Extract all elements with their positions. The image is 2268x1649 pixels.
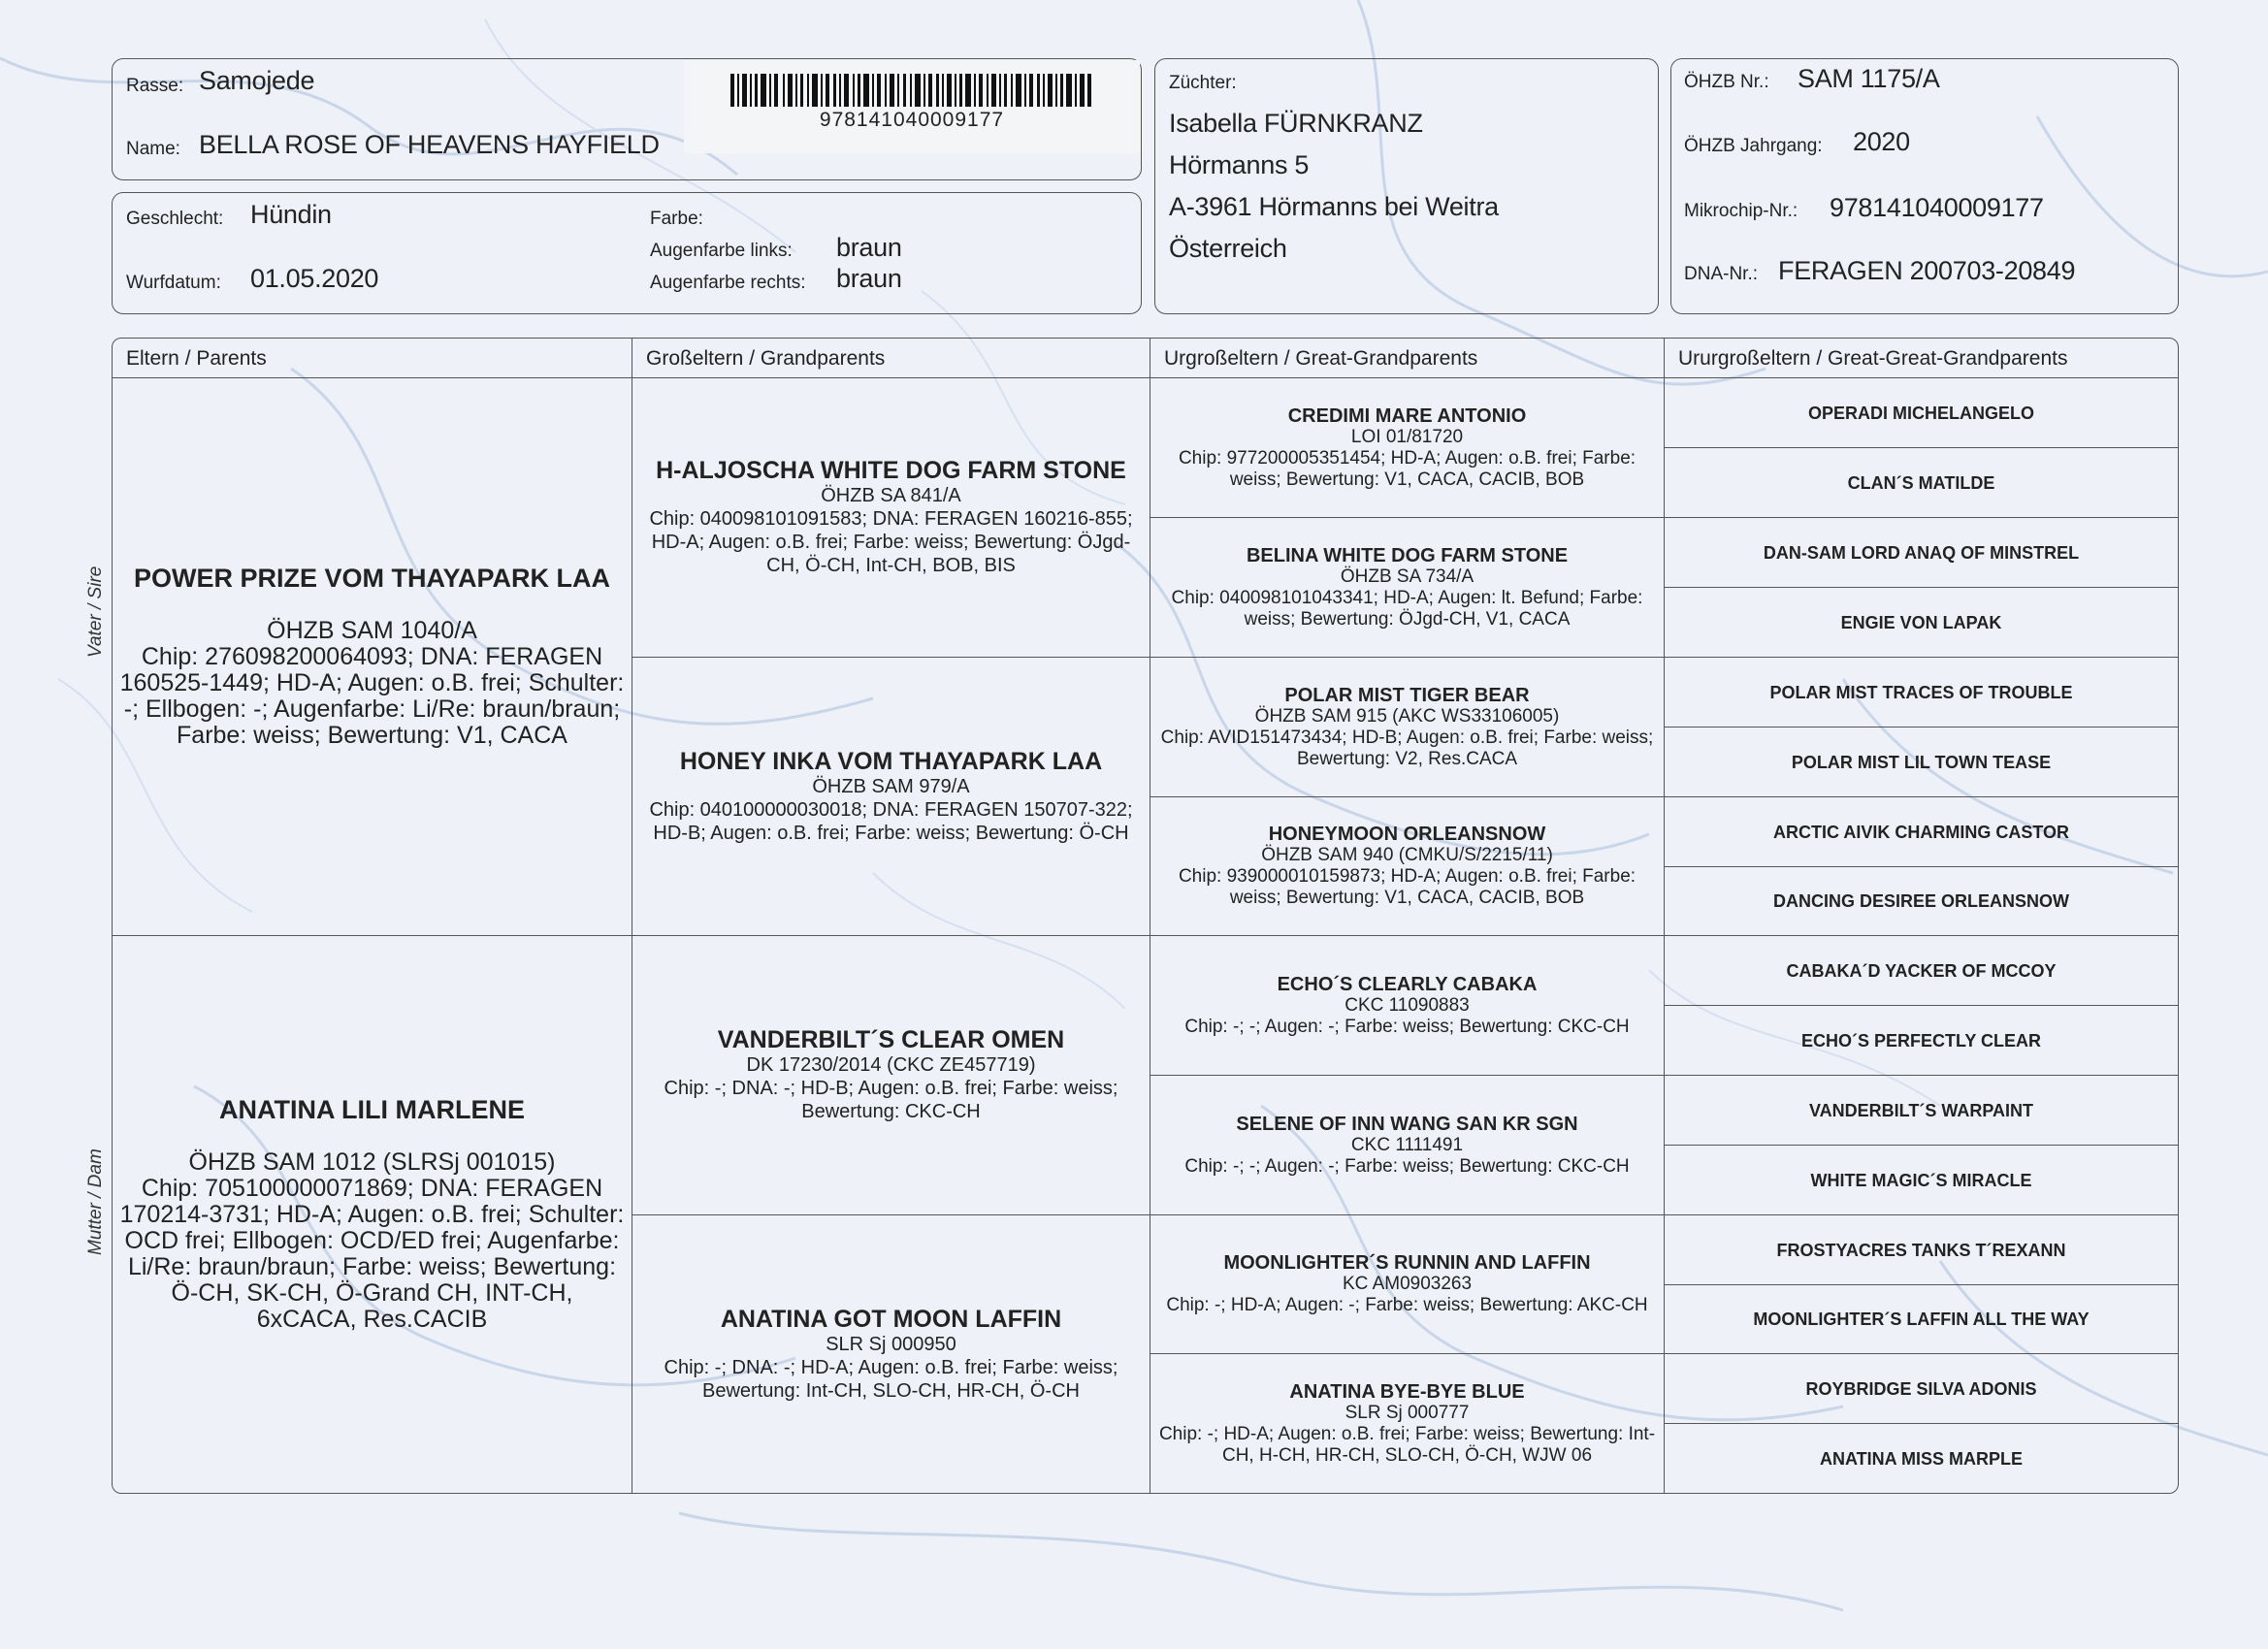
great-grandparent-details: Chip: 939000010159873; HD-A; Augen: o.B. frei; Farbe: weiss; Bewertung: V1, CACA, CACIB, BOB <box>1178 866 1636 908</box>
great-grandparent-details: Chip: -; HD-A; Augen: -; Farbe: weiss; Bewertung: AKC-CH <box>1166 1295 1648 1315</box>
dam-name: ANATINA LILI MARLENE <box>219 1095 525 1124</box>
breeder-city: A-3961 Hörmanns bei Weitra <box>1169 192 1499 221</box>
great-grandparent-name: MOONLIGHTER´S RUNNIN AND LAFFIN <box>1223 1252 1591 1274</box>
grandparent-details: Chip: -; DNA: -; HD-A; Augen: o.B. frei; Farbe: weiss; Bewertung: Int-CH, SLO-CH, HR-CH, Ö-CH <box>664 1356 1118 1402</box>
great-great-grandparent-cell <box>1665 797 2178 867</box>
ohzb-nr-label: ÖHZB Nr.: <box>1684 72 1769 92</box>
dog-name: BELLA ROSE OF HEAVENS HAYFIELD <box>199 130 660 159</box>
great-grandparent-registration: CKC 1111491 <box>1350 1134 1464 1155</box>
great-great-grandparent-name: POLAR MIST TRACES OF TROUBLE <box>1769 682 2073 702</box>
great-great-grandparent-name: DANCING DESIREE ORLEANSNOW <box>1772 891 2069 911</box>
great-grandparent-details: Chip: -; -; Augen: -; Farbe: weiss; Bewertung: CKC-CH <box>1184 1155 1630 1177</box>
side-label-dam: Mutter / Dam <box>85 1148 106 1255</box>
great-great-grandparent-name: CABAKA´D YACKER OF MCCOY <box>1786 960 2057 981</box>
chip-value: 978141040009177 <box>1830 193 2044 222</box>
side-label-sire: Vater / Sire <box>85 566 106 658</box>
great-grandparent-details: Chip: -; HD-A; Augen: o.B. frei; Farbe: weiss; Bewertung: Int-CH, H-CH, HR-CH, SLO-CH, Ö-CH, WJW 06 <box>1158 1423 1656 1466</box>
great-grandparents-column <box>1150 378 1665 1493</box>
great-great-grandparent-name: WHITE MAGIC´S MIRACLE <box>1810 1170 2032 1190</box>
header-grandparents: Großeltern / Grandparents <box>632 339 1150 378</box>
sire-cell <box>113 378 632 936</box>
great-grandparent-registration: ÖHZB SAM 915 (AKC WS33106005) <box>1254 705 1560 727</box>
great-great-grandparent-cell <box>1665 448 2178 518</box>
great-great-grandparent-name: CLAN´S MATILDE <box>1847 472 1995 493</box>
great-great-grandparents-column <box>1665 378 2178 1493</box>
dam-registration: ÖHZB SAM 1012 (SLRSj 001015) <box>188 1148 556 1176</box>
great-grandparent-name: ECHO´S CLEARLY CABAKA <box>1277 973 1538 995</box>
great-great-grandparent-name: MOONLIGHTER´S LAFFIN ALL THE WAY <box>1753 1310 2090 1329</box>
great-grandparent-name: SELENE OF INN WANG SAN KR SGN <box>1236 1113 1578 1135</box>
great-great-grandparent-cell <box>1665 1006 2178 1076</box>
great-grandparent-name: POLAR MIST TIGER BEAR <box>1284 684 1530 706</box>
great-grandparent-cell <box>1150 378 1664 518</box>
augenfarbe-links-label: Augenfarbe links: <box>650 241 793 261</box>
great-grandparent-cell <box>1150 1076 1664 1215</box>
chip-label: Mikrochip-Nr.: <box>1684 201 1798 221</box>
great-great-grandparent-cell <box>1665 1285 2178 1354</box>
breeder-label: Züchter: <box>1169 73 1237 93</box>
great-great-grandparent-cell <box>1665 518 2178 588</box>
great-great-grandparent-name: DAN-SAM LORD ANAQ OF MINSTREL <box>1763 542 2080 563</box>
augenfarbe-rechts-label: Augenfarbe rechts: <box>650 273 806 293</box>
header-parents: Eltern / Parents <box>113 339 632 378</box>
header-great-great-grandparents: Ururgroßeltern / Great-Great-Grandparents <box>1665 339 2178 378</box>
great-great-grandparent-cell <box>1665 867 2178 936</box>
great-grandparent-cell <box>1150 1354 1664 1493</box>
great-grandparent-details: Chip: 977200005351454; HD-A; Augen: o.B. frei; Farbe: weiss; Bewertung: V1, CACA, CACIB, BOB <box>1178 447 1636 490</box>
breeder-country: Österreich <box>1169 234 1287 263</box>
parents-column <box>113 378 632 1493</box>
great-great-grandparent-cell <box>1665 378 2178 448</box>
great-great-grandparent-cell <box>1665 658 2178 728</box>
great-great-grandparent-name: ECHO´S PERFECTLY CLEAR <box>1800 1030 2042 1051</box>
great-great-grandparent-name: ENGIE VON LAPAK <box>1840 612 2002 632</box>
grandparent-cell <box>632 1215 1150 1493</box>
great-great-grandparent-name: POLAR MIST LIL TOWN TEASE <box>1791 752 2052 772</box>
sire-name: POWER PRIZE VOM THAYAPARK LAA <box>133 564 611 593</box>
dam-cell <box>113 936 632 1493</box>
geschlecht-label: Geschlecht: <box>126 209 224 229</box>
great-grandparent-cell <box>1150 936 1664 1076</box>
breeder-street: Hörmanns 5 <box>1169 150 1310 179</box>
grandparent-name: VANDERBILT´S CLEAR OMEN <box>717 1026 1065 1053</box>
grandparent-registration: SLR Sj 000950 <box>826 1333 956 1355</box>
great-great-grandparent-name: FROSTYACRES TANKS T´REXANN <box>1776 1240 2066 1260</box>
great-grandparent-cell <box>1150 518 1664 658</box>
great-grandparent-name: HONEYMOON ORLEANSNOW <box>1268 824 1546 845</box>
grandparent-registration: ÖHZB SAM 979/A <box>812 775 970 797</box>
sire-details: Chip: 276098200064093; DNA: FERAGEN 160525-1449; HD-A; Augen: o.B. frei; Schulter: -; Ellbogen: -; Augenfarbe: Li/Re: braun/braun; Farbe: weiss; Bewertung: V1, CACA <box>119 643 625 749</box>
great-grandparent-name: ANATINA BYE-BYE BLUE <box>1289 1380 1525 1403</box>
grandparent-cell <box>632 658 1150 936</box>
barcode-bars <box>730 74 1093 113</box>
great-grandparent-cell <box>1150 797 1664 936</box>
ohzb-jahrgang-value: 2020 <box>1853 127 1910 156</box>
grandparent-cell <box>632 936 1150 1215</box>
great-grandparent-name: BELINA WHITE DOG FARM STONE <box>1246 544 1569 566</box>
breeder-name: Isabella FÜRNKRANZ <box>1169 109 1423 138</box>
rasse-value: Samojede <box>199 66 315 95</box>
great-grandparent-registration: SLR Sj 000777 <box>1345 1402 1470 1423</box>
great-great-grandparent-cell <box>1665 1146 2178 1215</box>
dna-value: FERAGEN 200703-20849 <box>1778 256 2076 285</box>
great-grandparent-details: Chip: 040098101043341; HD-A; Augen: lt. Befund; Farbe: weiss; Bewertung: ÖJgd-CH, V1, CACA <box>1171 587 1643 630</box>
wurfdatum-label: Wurfdatum: <box>126 273 221 293</box>
augenfarbe-rechts-value: braun <box>836 264 902 293</box>
great-great-grandparent-cell <box>1665 1354 2178 1424</box>
header-great-grandparents: Urgroßeltern / Great-Grandparents <box>1150 339 1665 378</box>
grandparent-registration: DK 17230/2014 (CKC ZE457719) <box>746 1054 1036 1076</box>
great-great-grandparent-cell <box>1665 1424 2178 1493</box>
great-great-grandparent-cell <box>1665 936 2178 1006</box>
grandparent-details: Chip: 040098101091583; DNA: FERAGEN 160216-855; HD-A; Augen: o.B. frei; Farbe: weiss; Bewertung: ÖJgd-CH, Ö-CH, Int-CH, BOB, BIS <box>649 508 1133 576</box>
augenfarbe-links-value: braun <box>836 233 902 262</box>
grandparent-name: H-ALJOSCHA WHITE DOG FARM STONE <box>656 457 1126 484</box>
great-grandparent-details: Chip: AVID151473434; HD-B; Augen: o.B. frei; Farbe: weiss; Bewertung: V2, Res.CACA <box>1160 727 1654 769</box>
grandparents-column <box>632 378 1150 1493</box>
geschlecht-value: Hündin <box>250 200 332 229</box>
breeder-box <box>1154 58 1659 314</box>
great-great-grandparent-name: ROYBRIDGE SILVA ADONIS <box>1805 1378 2037 1399</box>
great-grandparent-name: CREDIMI MARE ANTONIO <box>1287 404 1527 427</box>
great-grandparent-details: Chip: -; -; Augen: -; Farbe: weiss; Bewertung: CKC-CH <box>1184 1016 1630 1037</box>
great-grandparent-cell <box>1150 658 1664 797</box>
great-great-grandparent-name: ARCTIC AIVIK CHARMING CASTOR <box>1773 822 2069 842</box>
ohzb-jahrgang-label: ÖHZB Jahrgang: <box>1684 136 1823 156</box>
grandparent-cell <box>632 378 1150 658</box>
great-grandparent-registration: ÖHZB SA 734/A <box>1340 566 1474 587</box>
great-grandparent-registration: LOI 01/81720 <box>1350 426 1464 447</box>
wurfdatum-value: 01.05.2020 <box>250 264 379 293</box>
dam-details: Chip: 705100000071869; DNA: FERAGEN 170214-3731; HD-A; Augen: o.B. frei; Schulter: OCD frei; Ellbogen: OCD/ED frei; Augenfarbe: Li/Re: braun/braun; Farbe: weiss; Bewertung: Ö-CH, SK-CH, Ö-Grand CH, INT-CH, 6xCACA, Res.CACIB <box>119 1175 625 1333</box>
grandparent-name: ANATINA GOT MOON LAFFIN <box>720 1305 1062 1333</box>
ohzb-nr-value: SAM 1175/A <box>1798 64 1940 93</box>
name-label: Name: <box>126 139 180 159</box>
great-great-grandparent-cell <box>1665 1215 2178 1285</box>
great-grandparent-registration: KC AM0903263 <box>1342 1274 1473 1294</box>
barcode-number: 978141040009177 <box>819 109 1005 131</box>
dna-label: DNA-Nr.: <box>1684 264 1758 284</box>
great-great-grandparent-cell <box>1665 588 2178 658</box>
great-great-grandparent-name: OPERADI MICHELANGELO <box>1807 403 2034 423</box>
barcode <box>684 60 1140 153</box>
grandparent-details: Chip: 040100000030018; DNA: FERAGEN 150707-322; HD-B; Augen: o.B. frei; Farbe: weiss; Bewertung: Ö-CH <box>649 798 1133 844</box>
farbe-label: Farbe: <box>650 209 703 229</box>
grandparent-name: HONEY INKA VOM THAYAPARK LAA <box>679 747 1103 775</box>
great-great-grandparent-cell <box>1665 1076 2178 1146</box>
great-great-grandparent-cell <box>1665 728 2178 797</box>
pedigree-table <box>112 338 2179 1494</box>
grandparent-registration: ÖHZB SA 841/A <box>821 485 961 506</box>
sire-registration: ÖHZB SAM 1040/A <box>267 617 477 644</box>
great-great-grandparent-name: VANDERBILT´S WARPAINT <box>1809 1100 2033 1120</box>
rasse-label: Rasse: <box>126 76 184 96</box>
great-grandparent-registration: CKC 11090883 <box>1345 994 1470 1016</box>
great-grandparent-cell <box>1150 1215 1664 1354</box>
grandparent-details: Chip: -; DNA: -; HD-B; Augen: o.B. frei; Farbe: weiss; Bewertung: CKC-CH <box>664 1078 1118 1122</box>
great-grandparent-registration: ÖHZB SAM 940 (CMKU/S/2215/11) <box>1261 845 1553 865</box>
great-great-grandparent-name: ANATINA MISS MARPLE <box>1820 1448 2023 1469</box>
